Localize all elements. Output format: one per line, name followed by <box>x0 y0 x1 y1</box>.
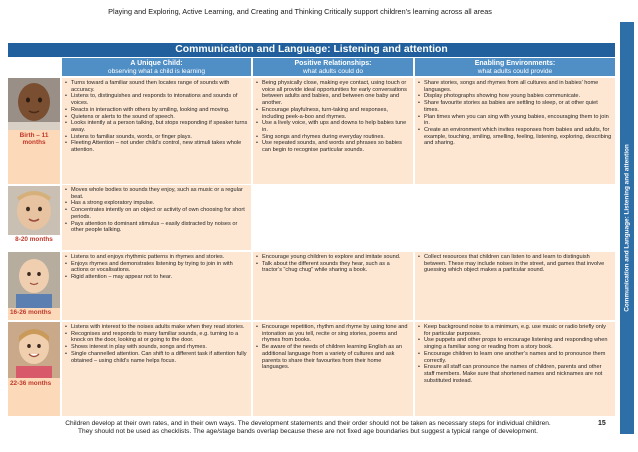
table-row-8-20-months <box>8 155 615 250</box>
list-item: • Collect resources that children can listen to and learn to distinguish between. These may include noises in the street, and games that involve guessing which object makes a particular sound. <box>418 254 612 274</box>
list-item: • Use repeated sounds, and words and phrases so babies can begin to recognise particular sounds. <box>256 140 410 153</box>
list-item: • Listens to, distinguishes and responds to intonations and sounds of voices. <box>65 93 248 106</box>
page-number: 15 <box>598 420 606 427</box>
list-item: • Moves whole bodies to sounds they enjoy, such as music or a regular beat. <box>65 187 248 200</box>
column-subtitle: what adults could provide <box>477 68 553 75</box>
column-title: Positive Relationships: <box>294 60 372 67</box>
list-item: • Plan times when you can sing with young babies, encouraging them to join in. <box>418 114 612 127</box>
baby-photo <box>8 78 60 130</box>
list-item: • Create an environment which invites responses from babies and adults, for example, touching, smiling, smelling, feeling, listening, exploring, describing and sharing. <box>418 127 612 147</box>
enabling-environments-cell <box>415 252 615 320</box>
column-subtitle: observing what a child is learning <box>107 68 206 75</box>
positive-relationships-cell <box>253 322 413 416</box>
areas-of-learning-line: Playing and Exploring, Active Learning, and Creating and Thinking Critically support children’s learning across all areas <box>108 7 492 16</box>
section-side-tab <box>620 22 634 434</box>
age-band-label: 16-26 months <box>10 309 52 316</box>
column-header-enabling-environments <box>415 58 615 76</box>
row-divider <box>8 184 60 186</box>
list-item: • Turns toward a familiar sound then locates range of sounds with accuracy. <box>65 80 248 93</box>
list-item: • Encourage playfulness, turn-taking and responses, including peek-a-boo and rhymes. <box>256 107 410 120</box>
table-row-16-26-months <box>8 252 615 320</box>
footer-line: Children develop at their own rates, and in their own ways. The development statements and their order should not be taken as necessary steps for individual children. <box>65 420 551 427</box>
list-item: • Use puppets and other props to encourage listening and responding when singing a familiar song or reading from a story book. <box>418 337 612 350</box>
age-band-label: 8-20 months <box>15 236 53 243</box>
column-subtitle: what adults could do <box>302 68 364 75</box>
column-header-positive-relationships <box>253 58 413 76</box>
list-item: • Being physically close, making eye contact, using touch or voice all provide ideal opportunities for early conversations between adults and babies, and between one baby and another. <box>256 80 410 107</box>
list-item: • Fleeting Attention – not under child’s control, new stimuli takes whole attention. <box>65 140 248 153</box>
list-item: • Shows interest in play with sounds, songs and rhymes. <box>65 344 248 351</box>
age-band-label: 22-36 months <box>10 380 52 387</box>
child-photo <box>8 322 60 378</box>
list-item: • Rigid attention – may appear not to hear. <box>65 274 248 281</box>
list-item: • Listens to and enjoys rhythmic patterns in rhymes and stories. <box>65 254 248 261</box>
list-item: • Talk about the different sounds they hear, such as a tractor’s “chug chug” while sharing a book. <box>256 261 410 274</box>
list-item: • Enjoys rhymes and demonstrates listening by trying to join in with actions or vocalisations. <box>65 261 248 274</box>
footer-line: They should not be used as checklists. The age/stage bands overlap because these are not fixed age boundaries but suggest a typical range of development. <box>78 428 538 435</box>
age-band-label: Birth – 11 months <box>19 132 49 146</box>
list-item: • Encourage children to learn one another’s names and to pronounce them correctly. <box>418 351 612 364</box>
unique-child-cell <box>62 252 251 320</box>
unique-child-cell <box>62 322 251 416</box>
list-item: • Single channelled attention. Can shift to a different task if attention fully obtained – using child’s name helps focus. <box>65 351 248 364</box>
list-item: • Encourage young children to explore and imitate sound. <box>256 254 410 261</box>
list-item: • Sing songs and rhymes during everyday routines. <box>256 134 410 141</box>
list-item: • Keep background noise to a minimum, e.g. use music or radio briefly only for particular purposes. <box>418 324 612 337</box>
list-item: • Looks intently at a person talking, but stops responding if speaker turns away. <box>65 120 248 133</box>
list-item: • Share stories, songs and rhymes from all cultures and in babies’ home languages. <box>418 80 612 93</box>
list-item: • Display photographs showing how young babies communicate. <box>418 93 612 100</box>
column-title: A Unique Child: <box>130 60 183 67</box>
list-item: • Concentrates intently on an object or activity of own choosing for short periods. <box>65 207 248 220</box>
positive-relationships-cell <box>253 252 413 320</box>
toddler-photo <box>8 252 60 308</box>
list-item: • Pays attention to dominant stimulus – easily distracted by noises or other people talking. <box>65 221 248 234</box>
list-item: • Use a lively voice, with ups and downs to help babies tune in. <box>256 120 410 133</box>
enabling-environments-cell <box>415 322 615 416</box>
column-header-unique-child <box>62 58 251 76</box>
list-item: • Share favourite stories as babies are settling to sleep, or at other quiet times. <box>418 100 612 113</box>
list-item: • Reacts in interaction with others by smiling, looking and moving. <box>65 107 248 114</box>
list-item: • Recognises and responds to many familiar sounds, e.g. turning to a knock on the door, looking at or going to the door. <box>65 331 248 344</box>
list-item: • Listens with interest to the noises adults make when they read stories. <box>65 324 248 331</box>
page-title: Communication and Language: Listening and attention <box>8 43 615 57</box>
list-item: • Listens to familiar sounds, words, or finger plays. <box>65 134 248 141</box>
list-item: • Be aware of the needs of children learning English as an additional language from a variety of cultures and ask parents to share their favourites from their home languages. <box>256 344 410 371</box>
baby-photo <box>8 185 60 235</box>
list-item: • Has a strong exploratory impulse. <box>65 200 248 207</box>
footer-note <box>8 420 608 436</box>
list-item: • Encourage repetition, rhythm and rhyme by using tone and intonation as you tell, recite or sing stories, poems and rhymes from books. <box>256 324 410 344</box>
unique-child-cell <box>62 185 251 250</box>
side-tab-label: Communication and Language: Listening and attention <box>623 144 631 312</box>
list-item: • Quietens or alerts to the sound of speech. <box>65 114 248 121</box>
column-title: Enabling Environments: <box>474 60 556 67</box>
list-item: • Ensure all staff can pronounce the names of children, parents and other staff members. Make sure that shortened names and nicknames are not substituted instead. <box>418 364 612 384</box>
table-row-22-36-months <box>8 322 615 416</box>
